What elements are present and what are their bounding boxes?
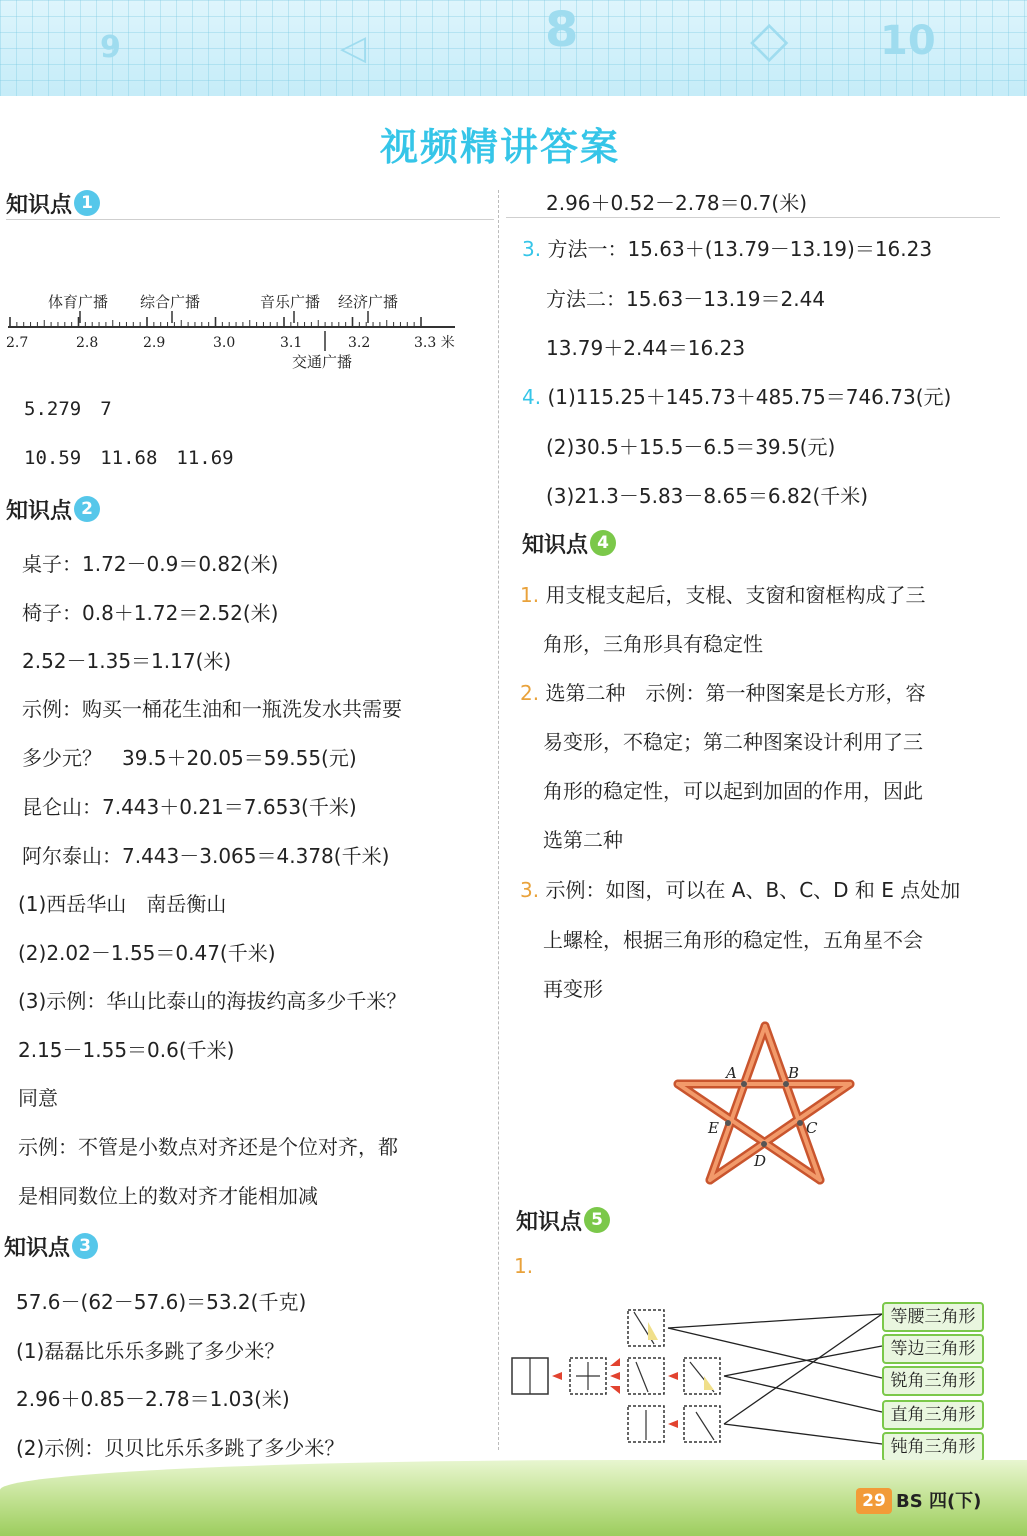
point-label: B [788,1064,800,1082]
question-number: 2. [520,681,540,705]
deco-glyph: ◁ [340,28,367,68]
question-number: 3. [522,237,542,261]
answer-line [520,579,925,608]
point-label: C [806,1119,818,1137]
station-label: 综合广播 [140,293,201,311]
station-label: 音乐广播 [260,293,321,311]
number-line [0,285,470,375]
match-line [724,1346,882,1376]
answer-line: 易变形，不稳定；第二种图案设计利用了三 [543,730,923,754]
section-header-4 [522,526,616,560]
answer-line: (3)示例：华山比泰山的海拔约高多少千米？ [18,989,407,1013]
point-label: A [726,1064,737,1082]
answer-line [520,874,960,903]
answer-line: 同意 [18,1086,58,1110]
section-title: 知识点 [522,532,589,558]
bolt-point [797,1120,803,1126]
answer-line [522,381,951,410]
section-header-2 [6,492,100,526]
answer-line: 选第二种 [543,828,623,852]
tick-label: 2.8 [76,335,99,351]
answer-line: (2)30.5＋15.5－6.5＝39.5(元) [546,435,836,459]
point-label: E [708,1119,719,1137]
question-number: 3. [520,878,540,902]
tick-label: 3.2 [348,335,371,351]
tick-label: 3.0 [213,335,236,351]
question-number: 1. [520,583,540,607]
answer-line: 上螺栓，根据三角形的稳定性，五角星不会 [543,928,923,952]
tick-label: 3.1 [280,335,303,351]
answer-line: (2)2.02－1.55＝0.47(千米) [18,941,276,965]
section-header-1 [6,186,100,220]
deco-glyph: 10 [880,18,936,64]
paper-square [684,1358,720,1394]
tick-label: 2.7 [6,335,29,351]
section-number-badge: 2 [74,496,100,522]
bolt-point [741,1081,747,1087]
point-label: D [754,1152,767,1170]
answer-text: 方法一：15.63＋(13.79－13.19)＝16.23 [547,237,933,261]
answer-line [522,233,932,262]
tick-label: 3.3 米 [414,335,455,351]
star-figure [670,1018,860,1188]
match-line [724,1314,882,1424]
answer-line: (1)磊磊比乐乐多跳了多少米？ [16,1339,285,1363]
answer-line: 多少元？ 39.5＋20.05＝59.55(元) [22,746,357,770]
paper-square [628,1310,664,1346]
answer-text: 示例：如图，可以在 A、B、C、D 和 E 点处加 [545,878,961,902]
folding-diagram [508,1300,884,1460]
answer-text: 用支棍支起后，支棍、支窗和窗框构成了三 [545,583,926,607]
answer-line: (1)西岳华山 南岳衡山 [18,892,227,916]
answer-line [520,677,925,706]
edition-label: BS 四(下) [896,1491,982,1512]
paper-square [684,1406,720,1442]
section-header-3 [4,1229,98,1263]
section-title: 知识点 [4,1235,71,1261]
answer-line: 示例：不管是小数点对齐还是个位对齐，都 [18,1135,398,1159]
answer-line [514,1254,533,1278]
match-line [668,1314,882,1328]
section-number-badge: 3 [72,1233,98,1259]
answer-line: 2.15－1.55＝0.6(千米) [18,1038,235,1062]
section-title: 知识点 [516,1209,583,1235]
column-divider [498,190,499,1450]
answer-line: 角形，三角形具有稳定性 [543,632,763,656]
answer-line: 2.96＋0.52－2.78＝0.7(米) [546,191,808,215]
section-number-badge: 1 [74,190,100,216]
section-title: 知识点 [6,498,73,524]
page-number: 29 [856,1488,892,1514]
answer-line: 是相同数位上的数对齐才能相加减 [18,1184,318,1208]
answer-line: (3)21.3－5.83－8.65＝6.82(千米) [546,484,869,508]
triangle-type-label: 等腰三角形 [882,1302,984,1332]
section-underline [506,217,1000,218]
deco-glyph: 9 [100,30,121,65]
answer-text: (1)115.25＋145.73＋485.75＝746.73(元) [547,385,952,409]
answer-line: 13.79＋2.44＝16.23 [546,336,746,360]
deco-glyph: ◇ [750,10,789,68]
question-number: 1. [514,1254,534,1278]
answer-line: 昆仑山：7.443＋0.21＝7.653(千米) [22,795,357,819]
section-header-5 [516,1203,610,1237]
page-title: 视频精讲答案 [379,125,620,169]
answer-line: 5.279 7 [24,398,112,420]
triangle-type-label: 直角三角形 [882,1400,984,1430]
answer-line: 示例：购买一桶花生油和一瓶洗发水共需要 [22,697,402,721]
answer-line: 桌子：1.72－0.9＝0.82(米) [22,552,279,576]
triangle-type-label: 等边三角形 [882,1334,984,1364]
triangle-type-label: 锐角三角形 [882,1366,984,1396]
station-label: 交通广播 [292,353,353,371]
answer-line: 方法二：15.63－13.19＝2.44 [546,287,826,311]
section-number-badge: 4 [590,530,616,556]
top-banner [0,0,1027,96]
answer-line: 再变形 [543,977,603,1001]
station-label: 经济广播 [338,293,399,311]
section-underline [6,219,494,220]
section-number-badge: 5 [584,1207,610,1233]
triangle-type-label: 钝角三角形 [882,1432,984,1462]
answer-line: 角形的稳定性，可以起到加固的作用，因此 [543,779,923,803]
answer-line: 57.6－(62－57.6)＝53.2(千克) [16,1290,307,1314]
deco-glyph: 8 [545,2,579,58]
station-label: 体育广播 [48,293,109,311]
answer-line: 2.96＋0.85－2.78＝1.03(米) [16,1387,290,1411]
question-number: 4. [522,385,542,409]
bolt-point [725,1120,731,1126]
match-line [724,1424,882,1444]
answer-line: 阿尔泰山：7.443－3.065＝4.378(千米) [22,844,390,868]
answer-line: 2.52－1.35＝1.17(米) [22,649,232,673]
answer-line: 椅子：0.8＋1.72＝2.52(米) [22,601,279,625]
bolt-point [761,1141,767,1147]
answer-line: (2)示例：贝贝比乐乐多跳了多少米？ [16,1436,345,1460]
section-title: 知识点 [6,192,73,218]
match-line [724,1376,882,1412]
tick-label: 2.9 [143,335,166,351]
answer-line: 10.59 11.68 11.69 [24,447,234,469]
answer-text: 选第二种 示例：第一种图案是长方形，容 [545,681,926,705]
